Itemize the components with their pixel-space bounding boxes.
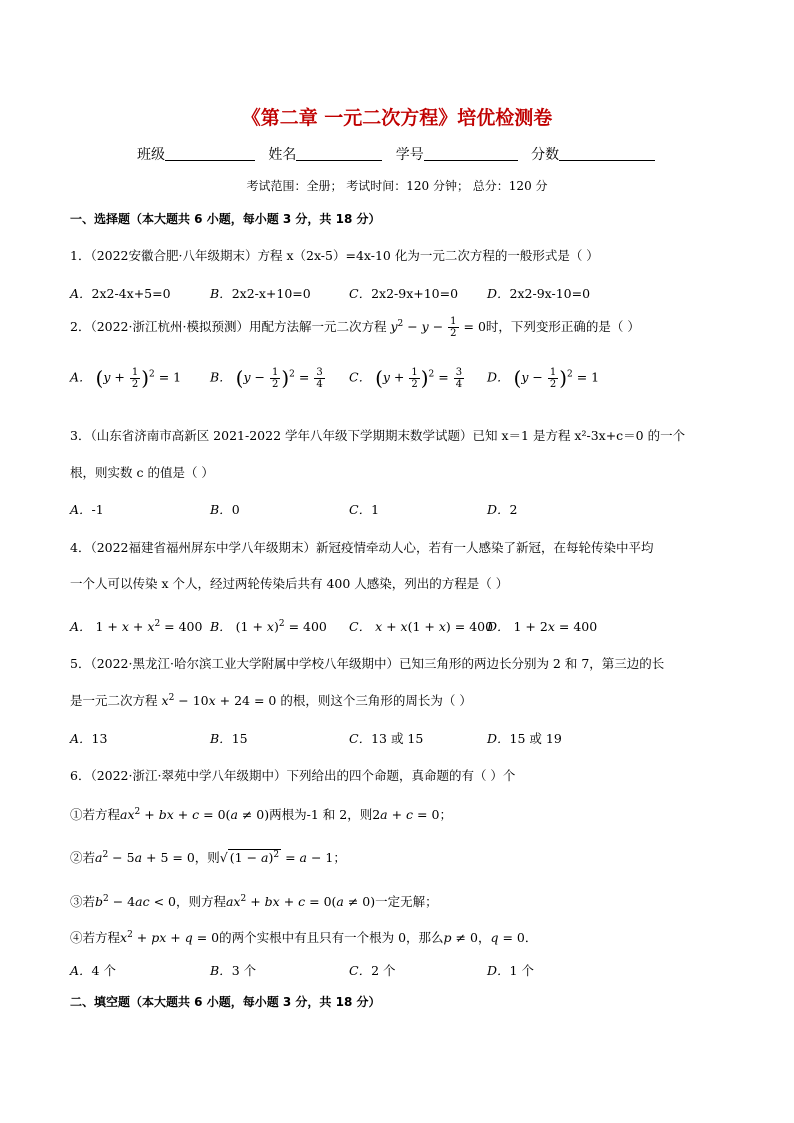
question-6-stem: 6．（2022·浙江·翠苑中学八年级期中）下列给出的四个命题，真命题的有（ ）个	[70, 768, 516, 783]
question-3-option-a: A．-1	[70, 502, 104, 517]
section-heading-fill-in: 二、填空题（本大题共 6 小题，每小题 3 分，共 18 分）	[70, 995, 381, 1009]
question-5-line-1: 5．（2022·黑龙江·哈尔滨工业大学附属中学校八年级期中）已知三角形的两边长分别为 2 和 7，第三边的长	[70, 656, 665, 671]
question-1-option-b: B．2x2-x+10=0	[210, 286, 311, 301]
question-6-option-d: D．1 个	[487, 963, 534, 978]
question-1-stem: 1．（2022安徽合肥·八年级期末）方程 x（2x-5）=4x-10 化为一元二次方程的一般形式是（ ）	[70, 248, 599, 263]
name-blank	[296, 146, 382, 161]
score-blank	[559, 146, 655, 161]
question-6-option-c: C．2 个	[349, 963, 396, 978]
question-4-line-2: 一个人可以传染 x 个人，经过两轮传染后共有 400 人感染，列出的方程是（ ）	[70, 576, 509, 591]
question-6-proposition-1: ①若方程$ax^2$ + bx + c = 0(a ≠ 0)两根为-1 和 2，则2a + c = 0；	[70, 806, 452, 822]
question-3-option-b: B．0	[210, 502, 240, 517]
question-4-option-c: C． x + x(1 + x) = 400	[349, 619, 494, 634]
question-6-option-a: A．4 个	[70, 963, 116, 978]
question-1-option-a: A．2x2-4x+5=0	[70, 286, 171, 301]
class-blank	[165, 146, 255, 161]
question-1-option-d: D．2x2-9x-10=0	[487, 286, 591, 301]
question-6-proposition-4: ④若方程$x^2$ + px + q = 0的两个实根中有且只有一个根为 0，那么p ≠ 0，q = 0．	[70, 929, 538, 945]
question-2-option-d: D． (y − $\frac{1}{2}$ )$^2$ = 1	[487, 366, 600, 390]
student-info-line	[137, 144, 655, 164]
class-label: 班级	[137, 147, 165, 163]
question-2-option-a: A． (y + $\frac{1}{2}$ )$^2$ = 1	[70, 366, 182, 390]
question-2-stem: 2．（2022·浙江杭州·模拟预测）用配方法解一元二次方程 $y^2 - y$ − $\frac{1}{2}$ = 0时，下列变形正确的是（ ）	[70, 316, 640, 339]
page-title: 《第二章 一元二次方程》培优检测卷	[241, 107, 553, 129]
question-6-proposition-2: ②若$a^2 - 5a + 5 = 0$，则√ $(1 - a)^2 = a - 1$；	[70, 849, 346, 865]
question-2-option-b: B． (y − $\frac{1}{2}$ )$^2$ = $\frac{3}{4}$	[210, 366, 323, 390]
question-1-option-c: C．2x2-9x+10=0	[349, 286, 459, 301]
section-heading-choice: 一、选择题（本大题共 6 小题，每小题 3 分，共 18 分）	[70, 212, 381, 226]
question-3-line-2: 根，则实数 c 的值是（ ）	[70, 465, 214, 480]
question-5-option-a: A．13	[70, 731, 108, 746]
question-6-proposition-3: ③若$b^2 - 4ac < 0$，则方程$ax^2$ + bx + c = 0(a ≠ 0)一定无解；	[70, 893, 438, 909]
question-4-option-a: A． $1 + x + x^2 = 400$	[70, 618, 203, 634]
question-5-option-d: D．15 或 19	[487, 731, 562, 746]
score-label: 分数	[531, 147, 560, 163]
question-2-option-c: C． (y + $\frac{1}{2}$ )$^2$ = $\frac{3}{4}$	[349, 366, 463, 390]
exam-scope: 考试范围：全册； 考试时间：120 分钟； 总分：120 分	[246, 179, 548, 193]
question-2-equation: $y^2 - y$ − $\frac{1}{2}$ = 0	[390, 316, 486, 339]
question-5-option-b: B．15	[210, 731, 248, 746]
number-label: 学号	[395, 147, 424, 163]
question-3-line-1: 3．（山东省济南市高新区 2021-2022 学年八年级下学期期末数学试题）已知 x＝1 是方程 x²-3x+c＝0 的一个	[70, 428, 686, 443]
number-blank	[424, 146, 518, 161]
question-3-option-c: C．1	[349, 502, 380, 517]
question-5-option-c: C．13 或 15	[349, 731, 424, 746]
question-4-option-d: D． 1 + 2x = 400	[487, 619, 598, 634]
question-5-line-2: 是一元二次方程 $x^2 - 10x + 24 = 0$ 的根，则这个三角形的周长为（ ）	[70, 692, 472, 708]
question-6-option-b: B．3 个	[210, 963, 257, 978]
question-4-option-b: B． $(1 + x)^2 = 400$	[210, 618, 327, 634]
question-4-line-1: 4．（2022福建省福州屏东中学八年级期末）新冠疫情牵动人心，若有一人感染了新冠，在每轮传染中平均	[70, 540, 654, 555]
question-3-option-d: D．2	[487, 502, 518, 517]
name-label: 姓名	[268, 147, 297, 163]
